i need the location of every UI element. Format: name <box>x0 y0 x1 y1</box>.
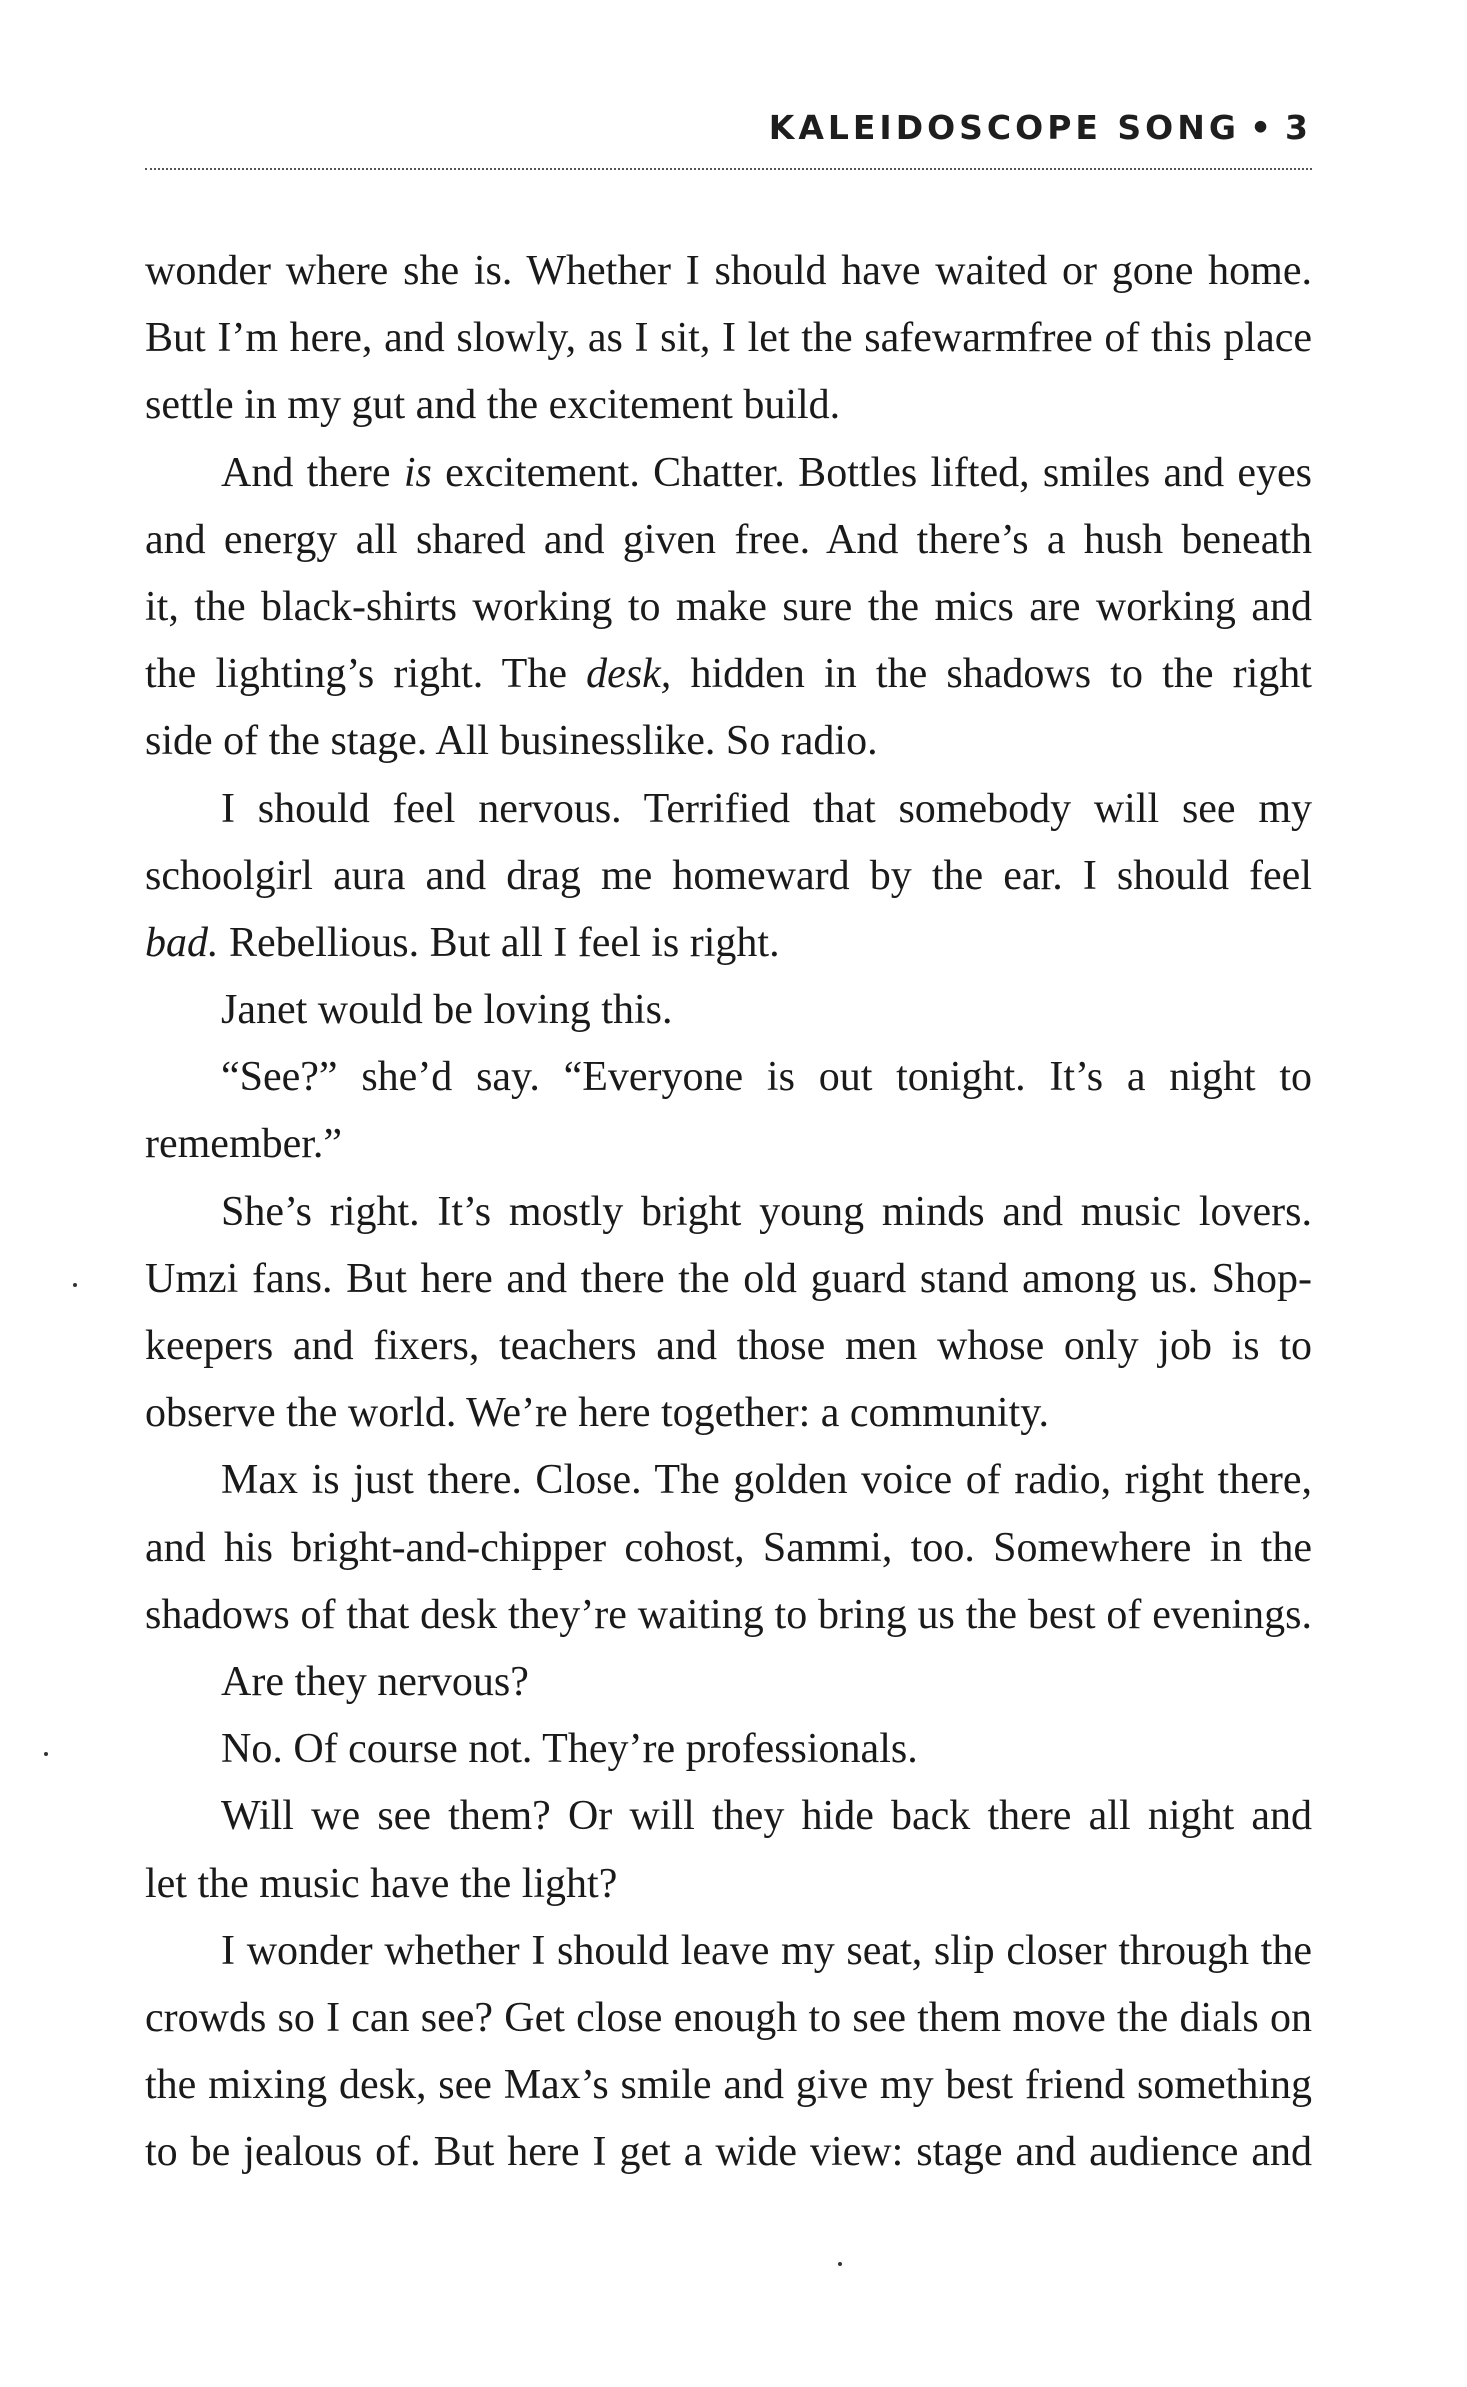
text-line <box>145 641 1312 708</box>
text-line <box>145 910 1312 977</box>
text-run: Rebellious. But all I feel is right. <box>218 919 780 966</box>
text-line: keepers and fixers, teachers and those men whose only job is to <box>145 1323 1312 1369</box>
text-line: schoolgirl aura and drag me homeward by the ear. I should feel <box>145 852 1312 899</box>
text-run: hidden in the shadows to the right <box>671 651 1312 698</box>
text-line: But I’m here, and slowly, as I sit, I let the safewarmfree of this place <box>145 315 1312 362</box>
text-line: Janet would be loving this. <box>221 987 673 1034</box>
text-line: observe the world. We’re here together: a community. <box>145 1390 1049 1437</box>
text-line: crowds so I can see? Get close enough to see them move the dials on <box>145 1994 1312 2041</box>
text-line: Umzi fans. But here and there the old guard stand among us. Shop- <box>145 1255 1312 1302</box>
running-head-text <box>769 108 1312 147</box>
text-line: Max is just there. Close. The golden voice of radio, right there, <box>221 1457 1312 1504</box>
text-line: She’s right. It’s mostly bright young minds and music lovers. <box>221 1188 1312 1235</box>
text-line: I wonder whether I should leave my seat, slip closer through the <box>221 1927 1312 1974</box>
text-line: the mixing desk, see Max’s smile and give my best friend something <box>145 2062 1312 2109</box>
text-line: and energy all shared and given free. And there’s a hush beneath <box>145 516 1312 563</box>
header-separator: • <box>1249 108 1276 147</box>
text-line <box>145 440 1312 507</box>
text-line: shadows of that desk they’re waiting to bring us the best of evenings. <box>145 1591 1312 1638</box>
italic-emphasis: bad. <box>145 919 219 966</box>
running-header <box>145 108 1312 170</box>
scan-speck <box>838 2262 842 2266</box>
text-line: let the music have the light? <box>145 1860 618 1907</box>
page-number: 3 <box>1285 108 1312 147</box>
italic-emphasis: is <box>403 449 432 496</box>
text-line: No. Of course not. They’re professionals. <box>221 1726 918 1773</box>
book-title: KALEIDOSCOPE SONG <box>768 108 1240 147</box>
text-line: and his bright-and-chipper cohost, Sammi, too. Somewhere in the <box>145 1524 1312 1571</box>
text-run: excitement. Chatter. Bottles lifted, smiles and eyes <box>431 449 1312 496</box>
text-line: I should feel nervous. Terrified that somebody will see my <box>221 785 1312 832</box>
text-line: it, the black-shirts working to make sure the mics are working and <box>145 583 1312 630</box>
text-line: Are they nervous? <box>221 1658 529 1705</box>
text-line: remember.” <box>145 1121 343 1168</box>
text-line: settle in my gut and the excitement build. <box>145 382 841 429</box>
text-line: side of the stage. All businesslike. So radio. <box>145 718 878 765</box>
text-line: wonder where she is. Whether I should have waited or gone home. <box>145 248 1312 294</box>
text-line: “See?” she’d say. “Everyone is out tonight. It’s a night to <box>221 1054 1312 1101</box>
body-text <box>145 238 1312 2186</box>
scan-speck <box>73 1283 77 1287</box>
text-line: Will we see them? Or will they hide back there all night and <box>221 1793 1312 1840</box>
scan-speck <box>44 1752 48 1756</box>
text-line: to be jealous of. But here I get a wide view: stage and audience and <box>145 2129 1312 2176</box>
italic-emphasis: desk, <box>586 651 672 698</box>
text-run: the lighting’s right. The <box>145 651 587 698</box>
text-run: And there <box>221 449 404 496</box>
